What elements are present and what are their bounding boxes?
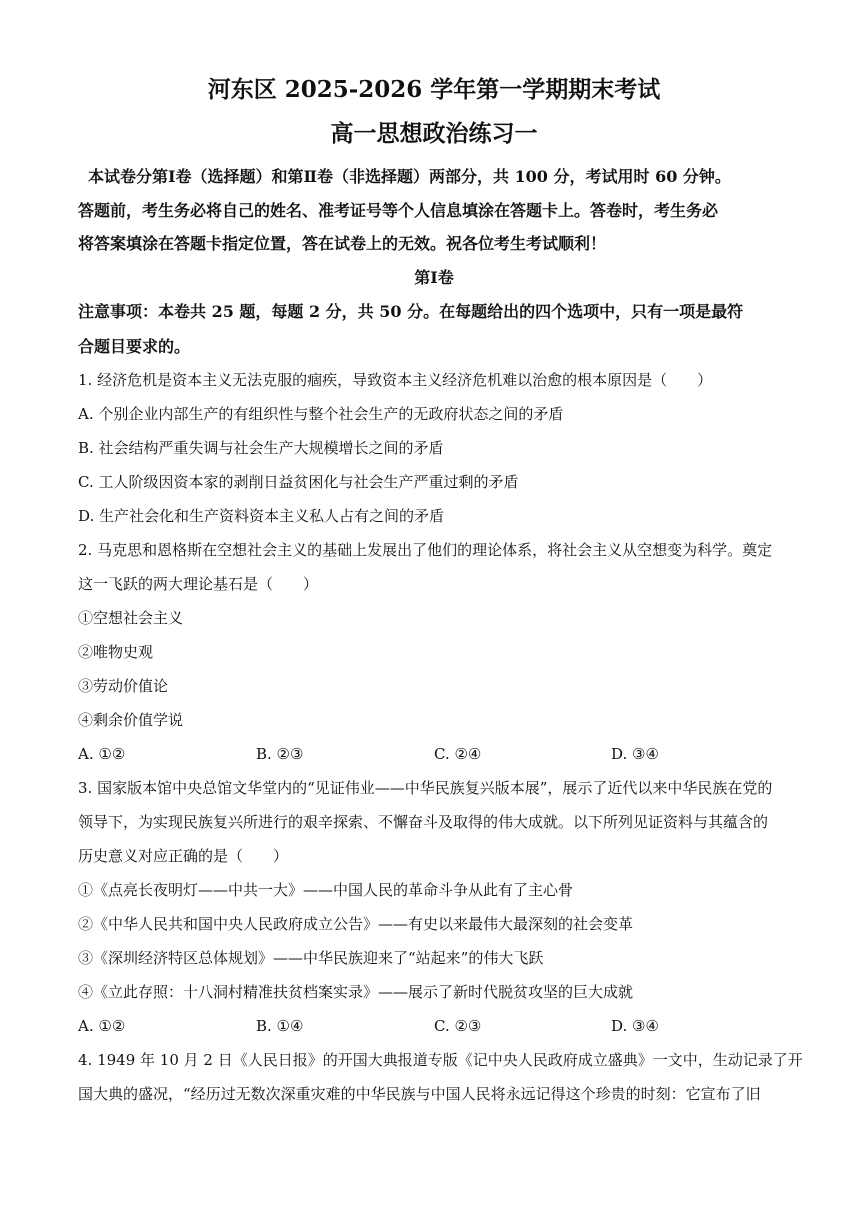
q1-option-c: C. 工人阶级因资本家的剥削日益贫困化与社会生产严重过剩的矛盾: [78, 473, 519, 491]
q3-item-3: ③《深圳经济特区总体规划》——中华民族迎来了“站起来”的伟大飞跃: [78, 949, 544, 967]
notice-line-2: 合题目要求的。: [78, 337, 191, 356]
q2-item-2: ②唯物史观: [78, 643, 154, 661]
q3-item-4: ④《立此存照：十八洞村精准扶贫档案实录》——展示了新时代脱贫攻坚的巨大成就: [78, 983, 634, 1001]
q2-item-1: ①空想社会主义: [78, 609, 184, 627]
intro-line-1: 本试卷分第Ⅰ卷（选择题）和第Ⅱ卷（非选择题）两部分，共 100 分，考试用时 60 分钟。: [88, 167, 731, 186]
intro-line-2: 答题前，考生务必将自己的姓名、准考证号等个人信息填涂在答题卡上。答卷时，考生务必: [78, 201, 719, 220]
q1-option-a: A. 个别企业内部生产的有组织性与整个社会生产的无政府状态之间的矛盾: [78, 405, 564, 423]
q2-choice-d: D. ③④: [611, 745, 659, 763]
q3-choice-b: B. ①④: [256, 1017, 304, 1035]
q3-choice-a: A. ①②: [78, 1017, 126, 1035]
q4-stem-line-1: 4. 1949 年 10 月 2 日《人民日报》的开国大典报道专版《记中央人民政府成立盛典》一文中，生动记录了开: [78, 1051, 803, 1069]
q1-option-d: D. 生产社会化和生产资料资本主义私人占有之间的矛盾: [78, 507, 445, 525]
exam-subtitle: 高一思想政治练习一: [330, 120, 538, 147]
q3-stem-line-1: 3. 国家版本馆中央总馆文华堂内的“见证伟业——中华民族复兴版本展”，展示了近代以来中华民族在党的: [78, 779, 773, 797]
notice-line-1: 注意事项：本卷共 25 题，每题 2 分，共 50 分。在每题给出的四个选项中，只有一项是最符: [78, 302, 744, 321]
q2-stem-line-1: 2. 马克思和恩格斯在空想社会主义的基础上发展出了他们的理论体系，将社会主义从空想变为科学。奠定: [78, 541, 773, 559]
q3-item-2: ②《中华人民共和国中央人民政府成立公告》——有史以来最伟大最深刻的社会变革: [78, 915, 634, 933]
q2-choice-c: C. ②④: [434, 745, 482, 763]
q1-stem: 1. 经济危机是资本主义无法克服的痼疾，导致资本主义经济危机难以治愈的根本原因是（ ）: [78, 371, 713, 389]
section-heading: 第Ⅰ卷: [414, 268, 454, 287]
q3-stem-line-2: 领导下，为实现民族复兴所进行的艰辛探索、不懈奋斗及取得的伟大成就。以下所列见证资料与其蕴含的: [78, 813, 769, 831]
q1-option-b: B. 社会结构严重失调与社会生产大规模增长之间的矛盾: [78, 439, 444, 457]
q2-stem-line-2: 这一飞跃的两大理论基石是（ ）: [78, 575, 319, 593]
q4-stem-line-2: 国大典的盛况，“经历过无数次深重灾难的中华民族与中国人民将永远记得这个珍贵的时刻：它宣布了旧: [78, 1085, 761, 1103]
q3-stem-line-3: 历史意义对应正确的是（ ）: [78, 847, 289, 865]
exam-title: 河东区 2025-2026 学年第一学期期末考试: [207, 76, 661, 103]
q2-choice-a: A. ①②: [78, 745, 126, 763]
q2-item-4: ④剩余价值学说: [78, 711, 184, 729]
q3-choice-c: C. ②③: [434, 1017, 482, 1035]
intro-line-3: 将答案填涂在答题卡指定位置，答在试卷上的无效。祝各位考生考试顺利！: [78, 234, 607, 253]
q3-choice-d: D. ③④: [611, 1017, 659, 1035]
q2-item-3: ③劳动价值论: [78, 677, 169, 695]
q2-choice-b: B. ②③: [256, 745, 304, 763]
q3-item-1: ①《点亮长夜明灯——中共一大》——中国人民的革命斗争从此有了主心骨: [78, 881, 574, 899]
